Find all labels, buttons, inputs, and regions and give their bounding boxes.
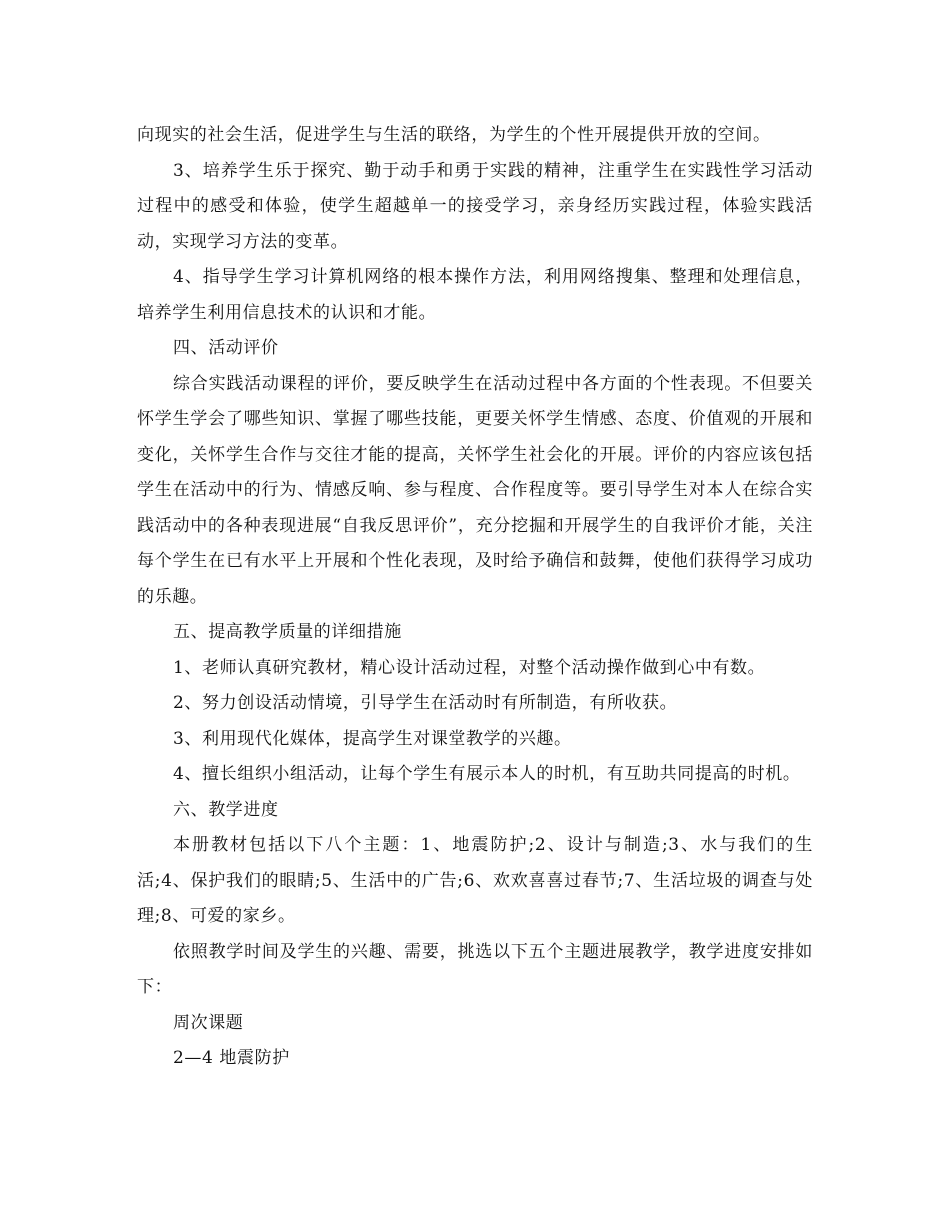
paragraph-goal-3: 3、培养学生乐于探究、勤于动手和勇于实践的精神，注重学生在实践性学习活动过程中的感受和体验，使学生超越单一的接受学习，亲身经历实践过程，体验实践活动，实现学习方法的变革。 [137, 160, 813, 252]
measure-item-2: 2、努力创设活动情境，引导学生在活动时有所制造，有所收获。 [173, 693, 678, 713]
section-heading-evaluation: 四、活动评价 [173, 338, 279, 358]
paragraph-topics: 本册教材包括以下八个主题：1、地震防护;2、设计与制造;3、水与我们的生活;4、保护我们的眼睛;5、生活中的广告;6、欢欢喜喜过春节;7、生活垃圾的调查与处理;8、可爱的家乡。 [137, 835, 813, 926]
paragraph-evaluation: 综合实践活动课程的评价，要反映学生在活动过程中各方面的个性表现。不但要关怀学生学会了哪些知识、掌握了哪些技能，更要关怀学生情感、态度、价值观的开展和变化，关怀学生合作与交往才能的提高，关怀学生社会化的开展。评价的内容应该包括学生在活动中的行为、情感反响、参与程度、合作程度等。要引导学生对本人在综合实践活动中的各种表现进展“自我反思评价”，充分挖掘和开展学生的自我评价才能，关注每个学生在已有水平上开展和个性化表现，及时给予确信和鼓舞，使他们获得学习成功的乐趣。 [137, 373, 813, 607]
document-body [137, 118, 813, 1077]
paragraph-goal-4: 4、指导学生学习计算机网络的根本操作方法，利用网络搜集、整理和处理信息，培养学生利用信息技术的认识和才能。 [137, 267, 813, 323]
paragraph-continuation: 向现实的社会生活，促进学生与生活的联络，为学生的个性开展提供开放的空间。 [137, 125, 771, 145]
section-heading-measures: 五、提高教学质量的详细措施 [173, 622, 402, 642]
paragraph-plan: 依照教学时间及学生的兴趣、需要，挑选以下五个主题进展教学，教学进度安排如下： [137, 941, 813, 997]
schedule-row-1: 2—4 地震防护 [173, 1048, 290, 1068]
schedule-table-header: 周次课题 [173, 1012, 244, 1033]
section-heading-schedule: 六、教学进度 [173, 799, 279, 820]
measure-item-4: 4、擅长组织小组活动，让每个学生有展示本人的时机，有互助共同提高的时机。 [173, 764, 801, 784]
measure-item-3: 3、利用现代化媒体，提高学生对课堂教学的兴趣。 [173, 728, 572, 749]
measure-item-1: 1、老师认真研究教材，精心设计活动过程，对整个活动操作做到心中有数。 [173, 657, 766, 678]
